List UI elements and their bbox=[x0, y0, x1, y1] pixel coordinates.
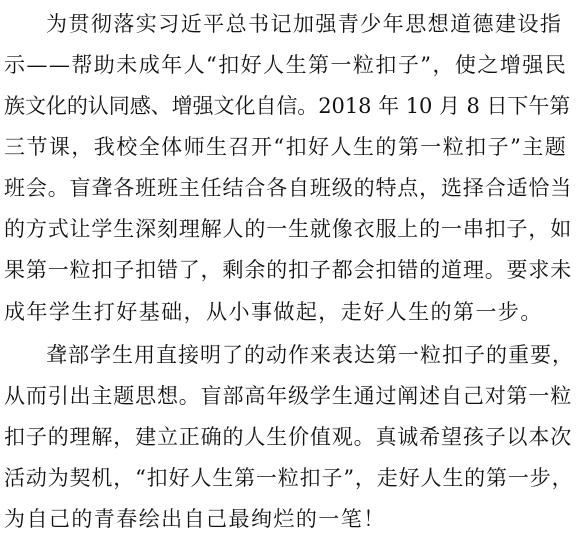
text-line: 果第一粒扣子扣错了，剩余的扣子都会扣错的道理。要求未 bbox=[4, 258, 573, 282]
text-line: 为贯彻落实习近平总书记加强青少年思想道德建设指 bbox=[46, 12, 563, 36]
text-line: 族文化的认同感、增强文化自信。2018 年 10 月 8 日下午第 bbox=[4, 94, 571, 118]
text-line: 从而引出主题思想。盲部高年级学生通过阐述自己对第一粒 bbox=[4, 384, 573, 408]
text-line: 的方式让学生深刻理解人的一生就像衣服上的一串扣子，如 bbox=[4, 217, 573, 241]
text-line: 聋部学生用直接明了的动作来表达第一粒扣子的重要， bbox=[46, 343, 574, 367]
text-line: 示——帮助未成年人“扣好人生第一粒扣子”，使之增强民 bbox=[4, 53, 568, 77]
text-line: 班会。盲聋各班班主任结合各自班级的特点，选择合适恰当 bbox=[4, 176, 573, 200]
text-line: 成年学生打好基础，从小事做起，走好人生的第一步。 bbox=[4, 300, 543, 324]
text-line: 活动为契机，“扣好人生第一粒扣子”，走好人生的第一步， bbox=[4, 466, 574, 490]
text-line: 三节课，我校全体师生召开“扣好人生的第一粒扣子”主题 bbox=[4, 135, 568, 159]
text-line: 扣子的理解，建立正确的人生价值观。真诚希望孩子以本次 bbox=[4, 425, 573, 449]
text-line: 为自己的青春绘出自己最绚烂的一笔！ bbox=[4, 507, 386, 531]
